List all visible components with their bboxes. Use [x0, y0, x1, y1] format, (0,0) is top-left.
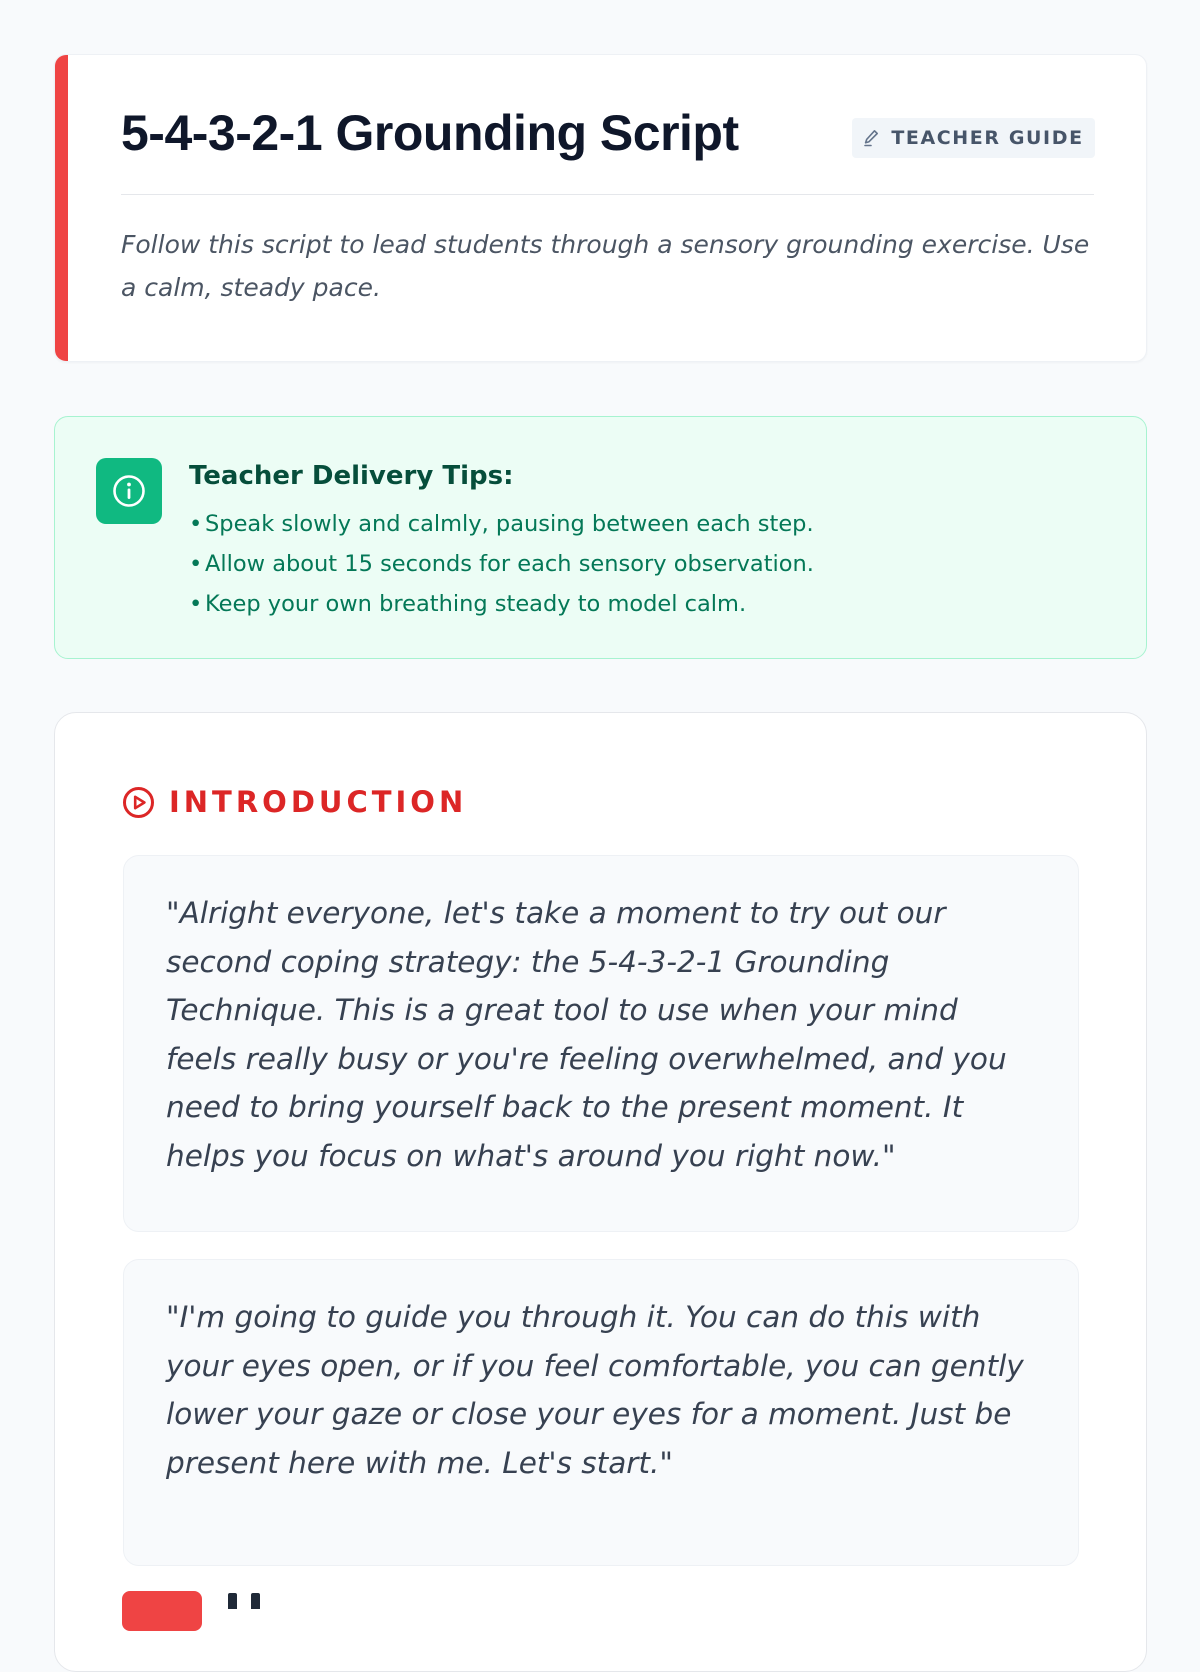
script-quote: [123, 855, 1079, 1232]
tips-list: [189, 504, 814, 624]
teacher-guide-badge: [852, 118, 1095, 158]
quote-text: "Alright everyone, let's take a moment to try out our second coping strategy: the 5-4-3-2-1 Grounding Technique. This is a great tool to use when your mind feels really busy or you're feeling overwhelmed, and you need to bring yourself back to the present moment. It helps you focus on what's around you right now.": [166, 896, 1007, 1173]
info-icon: [96, 458, 162, 524]
tip-bullet: •: [189, 591, 203, 617]
script-card: [54, 712, 1147, 1672]
header-divider: [121, 194, 1094, 195]
tip-item: [189, 504, 814, 544]
tips-title: Teacher Delivery Tips:: [189, 461, 514, 491]
header-card: [54, 54, 1147, 362]
pen-icon: [863, 129, 879, 147]
header-accent-bar: [55, 55, 68, 361]
introduction-heading-label: INTRODUCTION: [169, 785, 468, 819]
step-heading-peek: [228, 1593, 298, 1609]
page-subtitle: Follow this script to lead students through a sensory grounding exercise. Use a calm, steady pace.: [121, 230, 1090, 302]
tip-item: [189, 584, 814, 624]
tip-item: [189, 544, 814, 584]
teacher-tips-box: [54, 416, 1147, 659]
page-title: 5-4-3-2-1 Grounding Script: [121, 105, 739, 161]
tip-text: Speak slowly and calmly, pausing between each step.: [205, 511, 814, 537]
script-quote: [123, 1259, 1079, 1566]
tip-text: Keep your own breathing steady to model calm.: [205, 591, 747, 617]
teacher-guide-label: TEACHER GUIDE: [891, 127, 1084, 149]
play-circle-icon: [122, 786, 155, 819]
introduction-heading: [122, 785, 467, 819]
tip-text: Allow about 15 seconds for each sensory observation.: [205, 551, 814, 577]
quote-text: "I'm going to guide you through it. You can do this with your eyes open, or if you feel comfortable, you can gently lower your gaze or close your eyes for a moment. Just be present here with me. Let's start.": [166, 1300, 1024, 1480]
tip-bullet: •: [189, 511, 203, 537]
step-badge: [122, 1591, 202, 1631]
tip-bullet: •: [189, 551, 203, 577]
